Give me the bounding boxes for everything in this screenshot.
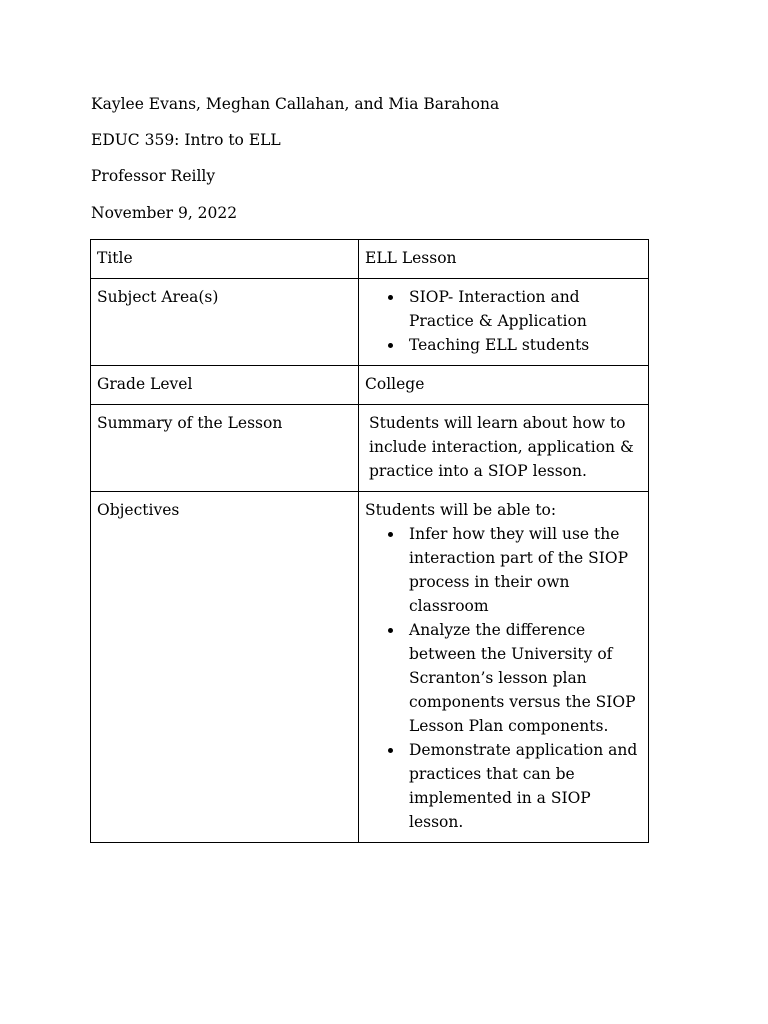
- lesson-plan-table: [90, 239, 649, 843]
- list-item: [409, 618, 642, 738]
- subject-area-value: [359, 279, 649, 366]
- objectives-label: Objectives: [91, 492, 359, 843]
- table-row-summary: [91, 405, 649, 492]
- table-row-title: [91, 240, 649, 279]
- professor-line: Professor Reilly: [91, 167, 216, 185]
- course-line: EDUC 359: Intro to ELL: [91, 131, 281, 149]
- date-line: November 9, 2022: [91, 204, 238, 222]
- authors-line: Kaylee Evans, Meghan Callahan, and Mia Barahona: [91, 95, 500, 113]
- subject-area-list: [365, 285, 642, 357]
- title-label: Title: [91, 240, 359, 279]
- list-item-text: Analyze the difference between the University of Scranton’s lesson plan components versus the SIOP Lesson Plan components.: [409, 621, 636, 735]
- list-item: [409, 522, 642, 618]
- list-item-text: Demonstrate application and practices that can be implemented in a SIOP lesson.: [409, 741, 638, 831]
- objectives-intro: Students will be able to:: [365, 501, 557, 519]
- list-item: [409, 333, 642, 357]
- summary-value: Students will learn about how to include interaction, application & practice into a SIOP lesson.: [369, 414, 634, 480]
- bullet-icon: [388, 343, 393, 348]
- bullet-icon: [388, 628, 393, 633]
- grade-level-label: Grade Level: [91, 366, 359, 405]
- list-item-text: SIOP- Interaction and Practice & Application: [409, 288, 587, 330]
- objectives-value: [359, 492, 649, 843]
- table-row-objectives: [91, 492, 649, 843]
- table-row-subject-area: [91, 279, 649, 366]
- bullet-icon: [388, 748, 393, 753]
- title-value: ELL Lesson: [359, 240, 649, 279]
- bullet-icon: [388, 532, 393, 537]
- grade-level-value: College: [359, 366, 649, 405]
- table-row-grade-level: [91, 366, 649, 405]
- objectives-list: [365, 522, 642, 834]
- list-item: [409, 285, 642, 333]
- bullet-icon: [388, 295, 393, 300]
- summary-value-cell: [359, 405, 649, 492]
- list-item: [409, 738, 642, 834]
- subject-area-label: Subject Area(s): [91, 279, 359, 366]
- list-item-text: Infer how they will use the interaction part of the SIOP process in their own classroom: [409, 525, 629, 615]
- summary-label: Summary of the Lesson: [91, 405, 359, 492]
- list-item-text: Teaching ELL students: [409, 336, 590, 354]
